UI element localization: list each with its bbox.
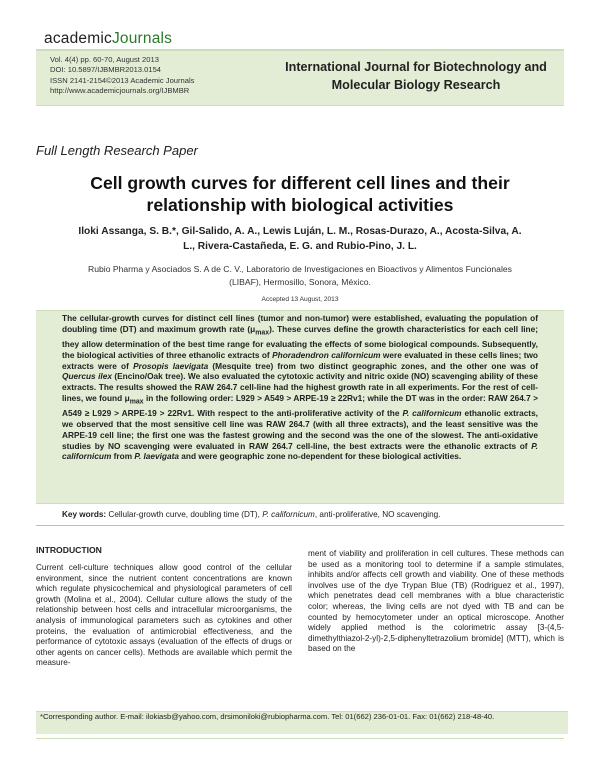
meta-url[interactable]: http://www.academicjournals.org/IJBMBR <box>50 85 190 95</box>
publisher-logo-part2: Journals <box>111 30 173 47</box>
abstract-seg: ). These curves define the growth characteristics for each cell line; they allow determination of the best time range for evaluating the effects of some biological compounds. Subsequently, the biological activities of three ethanolic extracts of <box>62 323 539 360</box>
keywords-text: Cellular-growth curve, doubling time (DT), <box>106 510 263 519</box>
abstract-text <box>62 313 538 462</box>
affiliation <box>60 263 540 288</box>
keywords-label: Key words: <box>62 510 107 519</box>
article-type: Full Length Research Paper <box>36 143 198 158</box>
publisher-logo-part1: academic <box>44 30 112 47</box>
abstract-seg: in the following order: L929 > A549 > ARPE-19 ≥ 22Rv1; while the DT was in the order: RAW 264.7 > A549 ≥ L929 > ARPE-19 > 22Rv1. With respect to the anti-proliferative activity of the <box>62 392 539 419</box>
article-title <box>60 172 540 216</box>
species-name: Prosopis laevigata <box>133 360 209 371</box>
accepted-date: Accepted 13 August, 2013 <box>261 296 339 303</box>
affiliation-line2: (LIBAF), Hermosillo, Sonora, México. <box>229 276 371 287</box>
journal-name <box>266 58 566 94</box>
species-name: Quercus ilex <box>62 371 112 382</box>
meta-issn: ISSN 2141-2154©2013 Academic Journals <box>50 75 195 85</box>
abstract-sub: max <box>129 398 144 406</box>
author-list-line2: L., Rivera-Castañeda, E. G. and Rubio-Pino, J. L. <box>183 241 417 252</box>
article-title-line2: relationship with biological activities <box>146 195 454 215</box>
species-name: P. laevigata <box>134 451 179 462</box>
abstract-seg: from <box>111 451 135 462</box>
journal-name-line2: Molecular Biology Research <box>331 78 501 92</box>
author-list <box>50 224 550 254</box>
species-name: P. californicum <box>402 408 462 419</box>
meta-doi[interactable]: DOI: 10.5897/IJBMBR2013.0154 <box>50 65 162 75</box>
footnote-text: *Corresponding author. E-mail: ilokiasb@yahoo.com, drsimoniloki@rubiopharma.com. Tel: 01(662) 236-01-01. Fax: 01(662) 218-48-40. <box>40 712 495 721</box>
abstract-seg: and were geographic zone no-dependent for these biological activities. <box>179 451 462 462</box>
publisher-logo <box>44 30 172 48</box>
keywords-text: , anti-proliferative, NO scavenging. <box>314 510 441 519</box>
abstract-seg: (Mesquite tree) from two distinct geographic zones, and the other one was of <box>208 360 539 371</box>
divider <box>36 738 564 739</box>
corresponding-author-footnote <box>36 711 568 734</box>
meta-volume: Vol. 4(4) pp. 60-70, August 2013 <box>50 55 159 64</box>
abstract-sub: max <box>255 329 270 337</box>
abstract-seg: were evaluated in these cells lines; two extracts were of <box>62 349 538 371</box>
abstract-seg: (Encino/Oak tree). We also evaluated the cytotoxic activity and nitric oxide (NO) scavenging ability of these extracts. The results showed the RAW 264.7 cell-line had the highest growth rate in all experiments. For the rest of cell-lines, we found μ <box>62 371 538 403</box>
publication-meta <box>50 55 194 96</box>
keywords <box>62 510 538 519</box>
section-heading-introduction: INTRODUCTION <box>36 545 102 555</box>
journal-name-line1: International Journal for Biotechnology and <box>285 60 547 74</box>
abstract-seg: The cellular-growth curves for distinct cell lines (tumor and non-tumor) were established, evaluating the population of doubling time (DT) and maximum growth rate (μ <box>62 313 538 334</box>
divider <box>36 525 564 526</box>
species-name: P. californicum <box>62 440 538 462</box>
body-column-right: ment of viability and proliferation in cell cultures. These methods can be used as a monitoring tool to determine if a sample stimulates, inhibits and/or affects cell growth and viability. One of these methods involves use of the dye Trypan Blue (TB) (Rodriguez et al., 1997), which penetrates dead cell membranes with a blue characteristic color; whereas, the living cells are not dyed with TB and can be counted by hemocytometer under an optical microscope. Another widely applied method is the colorimetric assay [3-(4,5-dimethylthiazol-2-yl)-2,5-diphenyltetrazolium bromide] (MTT), which is based on the <box>308 549 564 654</box>
author-list-line1: Iloki Assanga, S. B.*, Gil-Salido, A. A., Lewis Luján, L. M., Rosas-Durazo, A., Acosta-Silva, A. <box>78 226 522 237</box>
keywords-species: P. californicum <box>262 510 315 519</box>
species-name: Phoradendron californicum <box>272 349 381 360</box>
affiliation-line1: Rubio Pharma y Asociados S. A de C. V., Laboratorio de Investigaciones en Bioactivos y Alimentos Funcionales <box>88 264 512 274</box>
article-title-line1: Cell growth curves for different cell lines and their <box>90 173 510 193</box>
abstract-seg: ethanolic extracts, we observed that the most sensitive cell line was RAW 264.7 (with all three extracts), and the least sensitive was the ARPE-19 cell line; the first one was the fastest growing and the second was the one of the slowest. The anti-oxidative studies by NO scavenging were evaluated in RAW 264.7 cell-line, the best extracts were the ethanolic extracts of <box>62 408 538 451</box>
body-column-left: Current cell-culture techniques allow good control of the cellular environment, since the nutrient content concentrations are known which regulate physicochemical and physiological parameters of cell growth (Molina et al., 2004). Cellular culture allows the study of the relationship between host cells and intracellular microorganisms, the analysis of immunological parameters such as cytokines and other proteins, the evaluation of antimicrobial effectiveness, and the performance of cytotoxic assays (evaluation of the effects of drugs or other agents on cancer cells). Methods are available which permit the measure- <box>36 563 292 668</box>
